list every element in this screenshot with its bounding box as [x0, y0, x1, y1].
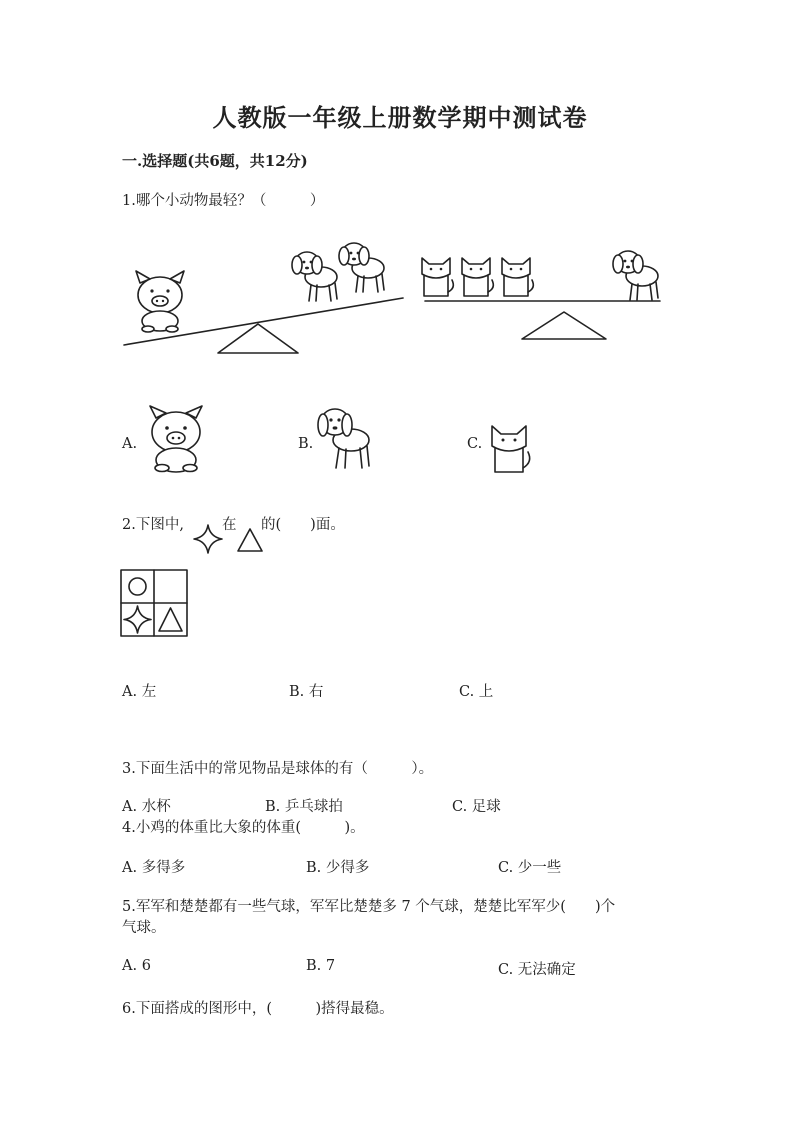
position-grid — [120, 569, 190, 639]
dog-icon — [339, 243, 384, 292]
option-a[interactable]: A. 6 — [122, 958, 151, 974]
question-number: 1. — [122, 193, 136, 209]
question-text-part: 的( )面。 — [261, 517, 345, 533]
question-2 — [122, 513, 184, 534]
question-text: 军军和楚楚都有一些气球，军军比楚楚多 7 个气球，楚楚比军军少( )个 — [135, 899, 616, 915]
question-5 — [122, 895, 615, 916]
question-3 — [122, 757, 433, 778]
cat-icon — [462, 258, 493, 296]
dog-icon — [313, 398, 383, 478]
cat-icon — [502, 258, 533, 296]
pig-icon — [142, 404, 212, 474]
seesaw-fulcrum-right — [522, 312, 606, 339]
dog-icon — [613, 251, 658, 300]
option-b[interactable]: B. — [298, 436, 314, 452]
option-c[interactable]: C. 少一些 — [498, 860, 562, 876]
option-a[interactable]: A. 多得多 — [122, 860, 186, 876]
cat-icon — [422, 258, 453, 296]
star-icon — [193, 524, 223, 554]
option-b[interactable]: B. 7 — [306, 958, 336, 974]
option-c[interactable]: C. 上 — [459, 684, 494, 700]
option-c[interactable]: C. — [467, 436, 483, 452]
question-text-part: 在 — [222, 517, 237, 533]
circle-icon — [129, 578, 146, 595]
dog-icon — [292, 252, 337, 301]
question-number: 4. — [122, 820, 136, 836]
page-title: 人教版一年级上册数学期中测试卷 — [212, 103, 588, 132]
section-heading: 一.选择题(共6题，共12分) — [122, 152, 308, 170]
pig-icon — [136, 271, 184, 332]
option-a[interactable]: A. — [122, 436, 138, 452]
question-4 — [122, 816, 365, 837]
question-text-continued: 气球。 — [122, 920, 166, 936]
option-c[interactable]: C. 无法确定 — [498, 962, 576, 978]
question-text-part: 下图中, — [135, 517, 184, 533]
triangle-icon — [236, 527, 264, 553]
question-number: 6. — [122, 1001, 136, 1017]
triangle-icon — [159, 608, 182, 631]
cat-icon — [483, 402, 543, 482]
question-text: 小鸡的体重比大象的体重( )。 — [135, 820, 365, 836]
option-a[interactable]: A. 左 — [122, 684, 157, 700]
option-b[interactable]: B. 乒乓球拍 — [265, 799, 343, 815]
question-number: 3. — [122, 761, 136, 777]
option-a[interactable]: A. 水杯 — [122, 799, 171, 815]
question-number: 2. — [122, 517, 136, 533]
question-6 — [122, 997, 394, 1018]
option-b[interactable]: B. 少得多 — [306, 860, 370, 876]
option-b[interactable]: B. 右 — [289, 684, 324, 700]
question-text: 下面搭成的图形中，( )搭得最稳。 — [135, 1001, 394, 1017]
question-text: 哪个小动物最轻？（ ） — [135, 193, 325, 209]
question-number: 5. — [122, 899, 136, 915]
option-c[interactable]: C. 足球 — [452, 799, 501, 815]
seesaw-figure — [0, 0, 800, 360]
star-icon — [124, 606, 151, 633]
seesaw-fulcrum-left — [218, 324, 298, 353]
question-text: 下面生活中的常见物品是球体的有（ ）。 — [135, 761, 434, 777]
